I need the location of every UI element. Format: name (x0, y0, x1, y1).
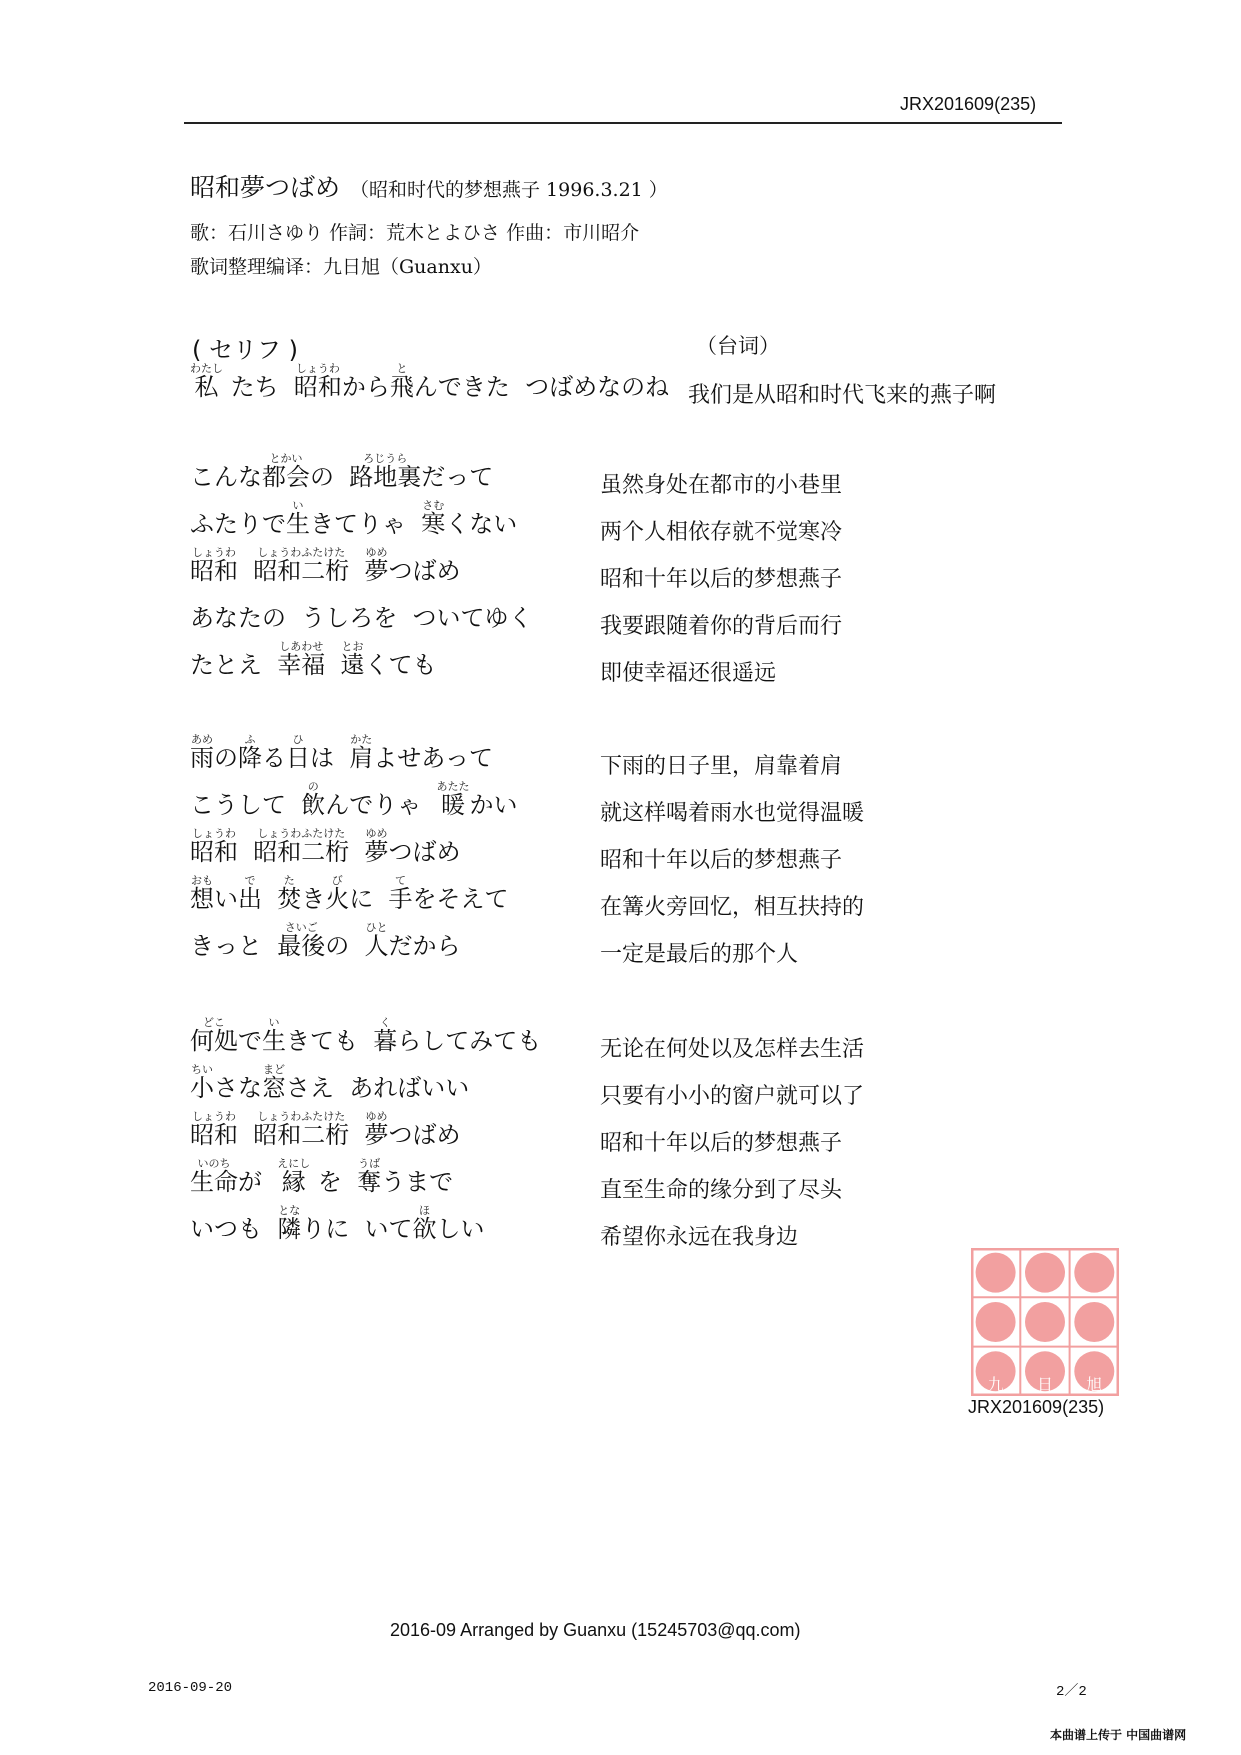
lyric-text (190, 640, 277, 677)
kanji-base: 降 (238, 744, 262, 772)
furigana: まど (263, 1063, 285, 1076)
lyric-text-content (262, 887, 277, 911)
lyric-line (190, 1063, 469, 1100)
kanji-base: 昭和 (190, 557, 238, 585)
translation-line: 就这样喝着雨水也觉得温暖 (600, 801, 865, 826)
furigana: い (268, 1016, 280, 1029)
ruby-pair (190, 1157, 238, 1194)
lyric-text-content: さな (214, 1074, 262, 1102)
kanji-base: 夢 (364, 1121, 389, 1149)
lyric-text-content: だって (421, 463, 494, 491)
ruby-pair (253, 546, 349, 583)
furigana: とかい (269, 452, 303, 465)
kanji-base: 飲 (301, 791, 326, 819)
ruby-pair (357, 1157, 381, 1194)
lyric-text-content: たとえ (190, 651, 278, 679)
kanji-base: 夢 (364, 557, 389, 585)
ruby-pair (325, 874, 349, 911)
credits-line-2: 歌词整理编译：九日旭（Guanxu） (190, 256, 492, 278)
intro-label-ja: ( セリフ ) (192, 336, 298, 364)
kanji-base: 幸福 (277, 651, 326, 679)
lyric-text-content (238, 840, 253, 864)
ruby-pair (190, 1016, 238, 1053)
ruby-pair (365, 921, 389, 958)
furigana: び (331, 874, 343, 887)
lyric-text (470, 780, 518, 817)
lyric-text (238, 1157, 277, 1194)
ruby-pair (286, 733, 310, 770)
ruby-pair (253, 827, 349, 864)
lyric-text-content (325, 653, 340, 677)
lyric-text-content (238, 1123, 253, 1147)
lyric-text (238, 827, 253, 864)
kanji-base: 何処 (190, 1027, 238, 1055)
furigana: とお (341, 640, 364, 653)
lyric-text (190, 921, 277, 958)
lyric-text-content: い (214, 885, 238, 913)
lyric-text (214, 1063, 262, 1100)
translation-line: 昭和十年以后的梦想燕子 (600, 567, 843, 592)
lyric-line (190, 827, 461, 864)
ruby-pair (341, 640, 365, 677)
kanji-base: 昭和 (190, 838, 238, 866)
kanji-base: 日 (286, 744, 310, 772)
ruby-pair (277, 921, 325, 958)
kanji-base: 暖 (441, 791, 466, 819)
lyric-line (190, 780, 518, 817)
ruby-pair (262, 1016, 286, 1053)
translation-line: 昭和十年以后的梦想燕子 (600, 1131, 843, 1156)
ruby-pair (349, 452, 421, 489)
lyric-text-content: さえ あればいい (286, 1074, 470, 1102)
ruby-pair (238, 733, 262, 770)
lyric-text (214, 733, 238, 770)
lyric-text-content: き (301, 885, 326, 913)
lyric-text-content: を (310, 1168, 358, 1196)
lyric-text (190, 499, 286, 536)
kanji-base: 火 (325, 885, 350, 913)
lyric-text-content: きてりゃ (310, 510, 422, 538)
kanji-base: 飛 (389, 373, 414, 401)
kanji-base: 昭和 (293, 373, 342, 401)
song-title-sub: （昭和时代的梦想燕子 1996.3.21 ） (350, 179, 668, 201)
ruby-pair (253, 1110, 349, 1147)
song-title (190, 168, 668, 204)
lyric-line (190, 1016, 541, 1053)
lyric-text (190, 780, 301, 817)
translation-line: 虽然身处在都市的小巷里 (600, 473, 843, 498)
furigana: いのち (197, 1157, 231, 1170)
furigana: どこ (203, 1016, 225, 1029)
lyric-text-content: つばめ (388, 1121, 461, 1149)
lyric-text (349, 1110, 364, 1147)
lyric-text-content: に (349, 885, 389, 913)
lyric-text (190, 593, 533, 630)
ruby-pair (277, 640, 325, 677)
lyric-text (437, 1204, 485, 1241)
arranged-by: 2016-09 Arranged by Guanxu (15245703@qq.com) (390, 1620, 801, 1640)
lyric-line (190, 733, 493, 770)
lyric-line (190, 640, 437, 677)
lyric-text-content (238, 559, 253, 583)
ruby-pair (277, 874, 301, 911)
lyric-line (190, 1204, 485, 1241)
lyric-text-content: ふたりで (190, 510, 286, 538)
ruby-pair (190, 733, 214, 770)
translation-line: 希望你永远在我身边 (600, 1225, 799, 1250)
lyric-text (223, 362, 294, 399)
ruby-pair (373, 1016, 397, 1053)
kanji-base: 縁 (281, 1168, 306, 1196)
furigana: ひ (292, 733, 304, 746)
kanji-base: 隣 (277, 1215, 302, 1243)
lyric-line (190, 546, 461, 583)
ruby-pair (349, 733, 373, 770)
furigana: うば (358, 1157, 381, 1170)
ruby-pair (190, 1110, 238, 1147)
ruby-pair (277, 1204, 301, 1241)
seal-stamp (971, 1248, 1119, 1396)
furigana: あめ (191, 733, 213, 746)
furigana: おも (191, 874, 213, 887)
ruby-pair (294, 362, 342, 399)
lyric-text-content: くない (445, 510, 518, 538)
kanji-base: 昭和二桁 (253, 1121, 350, 1149)
lyric-text-content: から (341, 373, 390, 401)
lyric-text-content: つばめ (388, 838, 461, 866)
furigana: で (244, 874, 256, 887)
lyric-text-content: うまで (381, 1168, 454, 1196)
lyric-text (325, 921, 364, 958)
lyric-text (389, 827, 461, 864)
lyric-text (421, 452, 493, 489)
lyric-text-content: が (238, 1168, 278, 1196)
lyric-text (190, 452, 262, 489)
document-code: JRX201609(235) (900, 94, 1037, 114)
ruby-pair (190, 362, 223, 399)
lyric-line (190, 1157, 453, 1194)
lyric-text-content: りに いて (301, 1215, 413, 1243)
lyric-text-content: こうして (190, 791, 302, 819)
kanji-base: 生 (286, 510, 310, 538)
lyric-text (349, 827, 364, 864)
ruby-pair (437, 780, 470, 817)
kanji-base: 奪 (357, 1168, 382, 1196)
lyric-text (381, 1157, 453, 1194)
lyric-text-content: で (238, 1027, 262, 1055)
lyric-line (190, 499, 517, 536)
furigana: しょうわ (192, 1110, 236, 1123)
kanji-base: 生命 (190, 1168, 238, 1196)
lyric-text-content: よせあって (373, 744, 494, 772)
ruby-pair (262, 1063, 286, 1100)
kanji-base: 遠 (340, 651, 365, 679)
lyric-text (262, 733, 286, 770)
lyric-text-content: る (262, 744, 286, 772)
lyric-text-content: くても (364, 651, 437, 679)
kanji-base: 暮 (373, 1027, 398, 1055)
lyric-text-content: しい (436, 1215, 485, 1243)
kanji-base: 人 (364, 932, 389, 960)
intro-label-cn: （台词） (696, 334, 780, 358)
furigana: さむ (422, 499, 445, 512)
furigana: の (307, 780, 319, 793)
lyric-text (445, 499, 517, 536)
translation-line: 两个人相依存就不觉寒冷 (600, 520, 843, 545)
lyric-text-content: をそえて (412, 885, 509, 913)
lyric-text-content: は (310, 744, 350, 772)
header-rule (184, 122, 1062, 124)
lyric-text (325, 640, 340, 677)
lyric-text-content: んでりゃ (325, 791, 437, 819)
translation-line: 我要跟随着你的背后而行 (600, 614, 843, 639)
lyric-text-content: あなたの うしろを ついてゆく (190, 604, 533, 632)
lyric-text-content: つばめ (388, 557, 461, 585)
kanji-base: 最後 (277, 932, 326, 960)
kanji-base: 寒 (421, 510, 446, 538)
lyric-line (190, 1110, 461, 1147)
kanji-base: 昭和 (190, 1121, 238, 1149)
lyric-text-content: かい (469, 791, 518, 819)
lyric-line (190, 452, 493, 489)
lyric-text-content: きっと (190, 932, 278, 960)
furigana: ひと (365, 921, 388, 934)
ruby-pair (286, 499, 310, 536)
lyric-text-content (349, 559, 364, 583)
lyric-text-content (349, 1123, 364, 1147)
kanji-base: 手 (388, 885, 413, 913)
furigana: く (379, 1016, 391, 1029)
lyric-text (389, 1110, 461, 1147)
kanji-base: 窓 (262, 1074, 286, 1102)
lyric-text (310, 452, 349, 489)
lyric-text (349, 546, 364, 583)
seal-char-1: 九 (987, 1375, 1004, 1394)
lyric-text (301, 1204, 412, 1241)
furigana: い (292, 499, 304, 512)
lyric-text-content: の (214, 744, 238, 772)
ruby-pair (365, 1110, 389, 1147)
lyric-line (190, 921, 461, 958)
translation-line: 我们是从昭和时代飞来的燕子啊 (688, 383, 997, 408)
lyric-text-content: きても (286, 1027, 374, 1055)
lyric-text (301, 874, 325, 911)
kanji-base: 路地裏 (349, 463, 422, 491)
lyric-text (310, 499, 421, 536)
lyric-text (286, 1016, 373, 1053)
ruby-pair (365, 546, 389, 583)
ruby-pair (190, 827, 238, 864)
furigana: とな (278, 1204, 301, 1217)
kanji-base: 焚 (277, 885, 302, 913)
lyric-text-content: んできた つばめなのね (413, 373, 670, 401)
furigana: ふ (244, 733, 256, 746)
ruby-pair (277, 1157, 310, 1194)
kanji-base: 生 (262, 1027, 286, 1055)
ruby-pair (190, 546, 238, 583)
lyric-text-content: たち (223, 373, 294, 401)
furigana: しょうわふたけた (257, 827, 346, 840)
lyric-text (349, 874, 388, 911)
lyric-text-content: だから (388, 932, 461, 960)
furigana: えにし (277, 1157, 311, 1170)
lyric-text (413, 874, 509, 911)
kanji-base: 都会 (262, 463, 310, 491)
ruby-pair (190, 874, 214, 911)
furigana: ろじうら (363, 452, 408, 465)
furigana: て (395, 874, 407, 887)
translation-line: 在篝火旁回忆，相互扶持的 (600, 895, 865, 920)
ruby-pair (262, 452, 310, 489)
kanji-base: 想 (190, 885, 214, 913)
furigana: ゆめ (365, 1110, 388, 1123)
furigana: ゆめ (365, 546, 388, 559)
lyric-line (190, 593, 533, 630)
kanji-base: 昭和二桁 (253, 557, 350, 585)
kanji-base: 夢 (364, 838, 389, 866)
translation-line: 昭和十年以后的梦想燕子 (600, 848, 843, 873)
lyric-text (365, 640, 437, 677)
lyric-text (238, 546, 253, 583)
furigana: ちい (191, 1063, 213, 1076)
translation-line: 无论在何处以及怎样去生活 (600, 1037, 865, 1062)
ruby-pair (365, 827, 389, 864)
kanji-base: 小 (190, 1074, 214, 1102)
furigana: あたた (436, 780, 470, 793)
lyric-text (214, 874, 238, 911)
translation-line: 下雨的日子里，肩靠着肩 (600, 754, 843, 779)
lyric-text (325, 780, 436, 817)
furigana: しょうわ (295, 362, 340, 375)
furigana: しょうわ (192, 827, 236, 840)
furigana: しょうわふたけた (257, 1110, 346, 1123)
seal-char-2: 日 (1036, 1375, 1054, 1394)
furigana: ゆめ (365, 827, 388, 840)
ruby-pair (421, 499, 445, 536)
translation-line: 只要有小小的窗户就可以了 (600, 1084, 865, 1109)
seal-code: JRX201609(235) (968, 1397, 1105, 1417)
ruby-pair (301, 780, 325, 817)
translation-line: 即使幸福还很遥远 (600, 661, 777, 686)
furigana: しょうわふたけた (257, 546, 346, 559)
seal-char-3: 旭 (1086, 1375, 1103, 1394)
credits-line-1: 歌：石川さゆり 作詞：荒木とよひさ 作曲：市川昭介 (190, 222, 640, 244)
furigana: と (396, 362, 408, 375)
lyric-text (373, 733, 493, 770)
print-date: 2016-09-20 (148, 1680, 233, 1696)
ruby-pair (413, 1204, 437, 1241)
lyric-text-content: こんな (190, 463, 262, 491)
lyric-text (389, 921, 461, 958)
lyric-text (397, 1016, 541, 1053)
kanji-base: 私 (194, 373, 219, 401)
ruby-pair (238, 874, 262, 911)
furigana: かた (350, 733, 373, 746)
ruby-pair (389, 874, 413, 911)
lyric-text (190, 1204, 277, 1241)
lyric-text (310, 733, 349, 770)
lyric-text-content: の (325, 932, 365, 960)
furigana: た (283, 874, 295, 887)
furigana: しょうわ (192, 546, 236, 559)
kanji-base: 欲 (412, 1215, 437, 1243)
furigana: ほ (419, 1204, 431, 1217)
lyric-line (190, 874, 509, 911)
lyric-text (414, 362, 669, 399)
lyric-text (342, 362, 390, 399)
furigana: わたし (190, 362, 223, 375)
page-number: 2／2 (1056, 1684, 1087, 1700)
furigana: しあわせ (279, 640, 324, 653)
furigana: さいご (284, 921, 318, 934)
lyric-text (262, 874, 277, 911)
lyric-text-content (349, 840, 364, 864)
song-title-main: 昭和夢つばめ (190, 173, 341, 202)
ruby-pair (190, 1063, 214, 1100)
lyric-text-content: らしてみても (397, 1027, 542, 1055)
upload-notice: 本曲谱上传于 中国曲谱网 (1050, 1728, 1187, 1742)
lyric-text (389, 546, 461, 583)
lyric-line (190, 362, 669, 399)
lyric-text (238, 1110, 253, 1147)
lyric-text (286, 1063, 469, 1100)
kanji-base: 雨 (190, 744, 214, 772)
lyric-text (310, 1157, 357, 1194)
ruby-pair (390, 362, 414, 399)
kanji-base: 出 (238, 885, 262, 913)
lyric-text-content: の (310, 463, 350, 491)
translation-line: 一定是最后的那个人 (600, 942, 799, 967)
translation-line: 直至生命的缘分到了尽头 (600, 1178, 843, 1203)
lyric-text-content: いつも (190, 1215, 278, 1243)
kanji-base: 肩 (349, 744, 374, 772)
kanji-base: 昭和二桁 (253, 838, 350, 866)
lyric-text (238, 1016, 262, 1053)
